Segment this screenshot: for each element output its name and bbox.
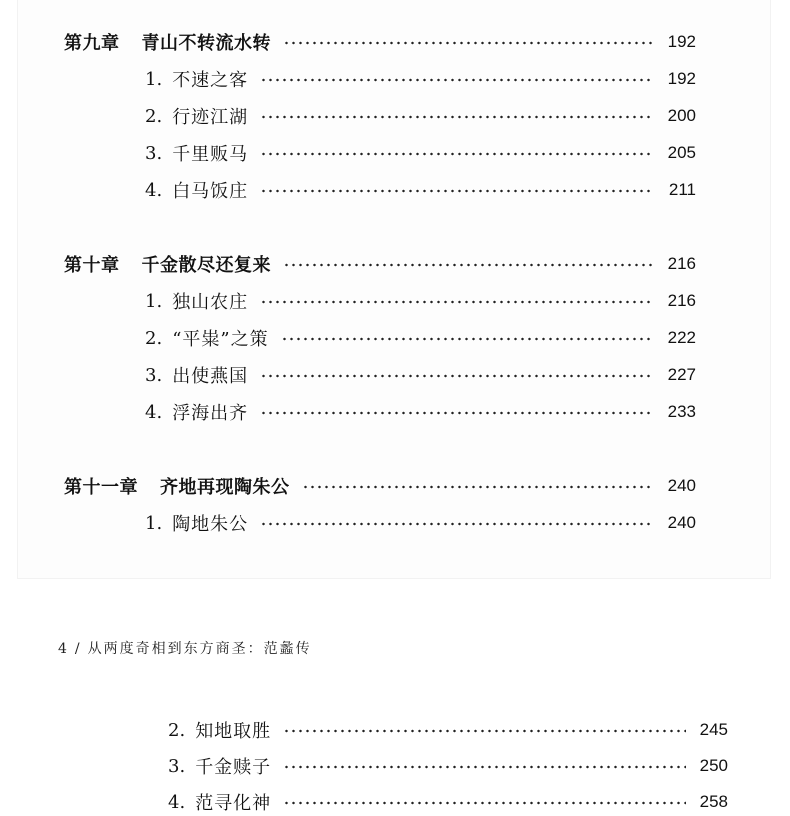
page-number: 227 <box>667 365 696 384</box>
chapter-title: 青山不转流水转 <box>141 33 271 54</box>
toc-section[interactable] <box>145 139 696 167</box>
page-number: 222 <box>667 328 696 347</box>
dot-leader <box>283 765 686 769</box>
section-number: 1. <box>145 290 163 312</box>
section-title: 白马饭庄 <box>172 181 249 202</box>
section-number: 2. <box>145 105 163 127</box>
page-number: 245 <box>699 720 728 739</box>
dot-leader <box>283 729 686 733</box>
section-title: 范寻化神 <box>195 793 272 814</box>
chapter-label: 第九章 <box>64 33 120 54</box>
section-number: 4. <box>145 179 163 201</box>
page-number: 240 <box>667 513 696 532</box>
section-number: 3. <box>145 364 163 386</box>
toc-section[interactable] <box>145 176 696 204</box>
dot-leader <box>260 300 654 304</box>
toc-section[interactable] <box>145 65 696 93</box>
dot-leader <box>302 485 655 489</box>
toc-section[interactable] <box>168 716 728 744</box>
page-number: 205 <box>667 143 696 162</box>
section-number: 3. <box>145 142 163 164</box>
chapter-title: 齐地再现陶朱公 <box>160 477 290 498</box>
running-head-separator: / <box>74 641 82 657</box>
section-title: 不速之客 <box>172 70 249 91</box>
dot-leader <box>283 801 686 805</box>
running-head-page-number: 4 <box>58 641 69 657</box>
section-number: 3. <box>168 755 186 777</box>
page-number: 258 <box>699 792 728 811</box>
section-title: “平粜”之策 <box>172 329 269 350</box>
page-number: 192 <box>667 69 696 88</box>
toc-chapter-10[interactable] <box>64 250 696 278</box>
dot-leader <box>283 41 654 45</box>
page-number: 233 <box>667 402 696 421</box>
section-number: 1. <box>145 512 163 534</box>
running-head <box>58 638 312 658</box>
section-number: 4. <box>145 401 163 423</box>
section-number: 2. <box>145 327 163 349</box>
section-title: 浮海出齐 <box>172 403 249 424</box>
section-title: 行迹江湖 <box>172 107 249 128</box>
toc-section[interactable] <box>145 398 696 426</box>
page-number: 200 <box>667 106 696 125</box>
page-number: 211 <box>668 180 696 199</box>
toc-chapter-11[interactable] <box>64 472 696 500</box>
section-number: 2. <box>168 719 186 741</box>
page-number: 250 <box>699 756 728 775</box>
section-title: 陶地朱公 <box>172 514 249 535</box>
toc-section[interactable] <box>168 788 728 816</box>
page-number: 240 <box>667 476 696 495</box>
dot-leader <box>260 374 654 378</box>
toc-section[interactable] <box>145 324 696 352</box>
dot-leader <box>260 189 654 193</box>
section-number: 1. <box>145 68 163 90</box>
section-title: 知地取胜 <box>195 721 272 742</box>
toc-section[interactable] <box>145 102 696 130</box>
section-title: 千里贩马 <box>172 144 249 165</box>
dot-leader <box>260 411 654 415</box>
page-number: 216 <box>667 254 696 273</box>
section-title: 千金赎子 <box>195 757 272 778</box>
page-number: 192 <box>667 32 696 51</box>
toc-chapter-9[interactable] <box>64 28 696 56</box>
section-title: 独山农庄 <box>172 292 249 313</box>
dot-leader <box>260 115 654 119</box>
toc-section[interactable] <box>145 361 696 389</box>
toc-section[interactable] <box>145 287 696 315</box>
dot-leader <box>281 337 654 341</box>
section-number: 4. <box>168 791 186 813</box>
dot-leader <box>260 522 654 526</box>
dot-leader <box>260 78 654 82</box>
chapter-title: 千金散尽还复来 <box>141 255 271 276</box>
chapter-label: 第十章 <box>64 255 120 276</box>
page-number: 216 <box>667 291 696 310</box>
dot-leader <box>283 263 654 267</box>
section-title: 出使燕国 <box>172 366 249 387</box>
dot-leader <box>260 152 654 156</box>
toc-section[interactable] <box>145 509 696 537</box>
toc-section[interactable] <box>168 752 728 780</box>
running-head-book-title: 从两度奇相到东方商圣：范蠡传 <box>87 641 312 657</box>
chapter-label: 第十一章 <box>64 477 138 498</box>
